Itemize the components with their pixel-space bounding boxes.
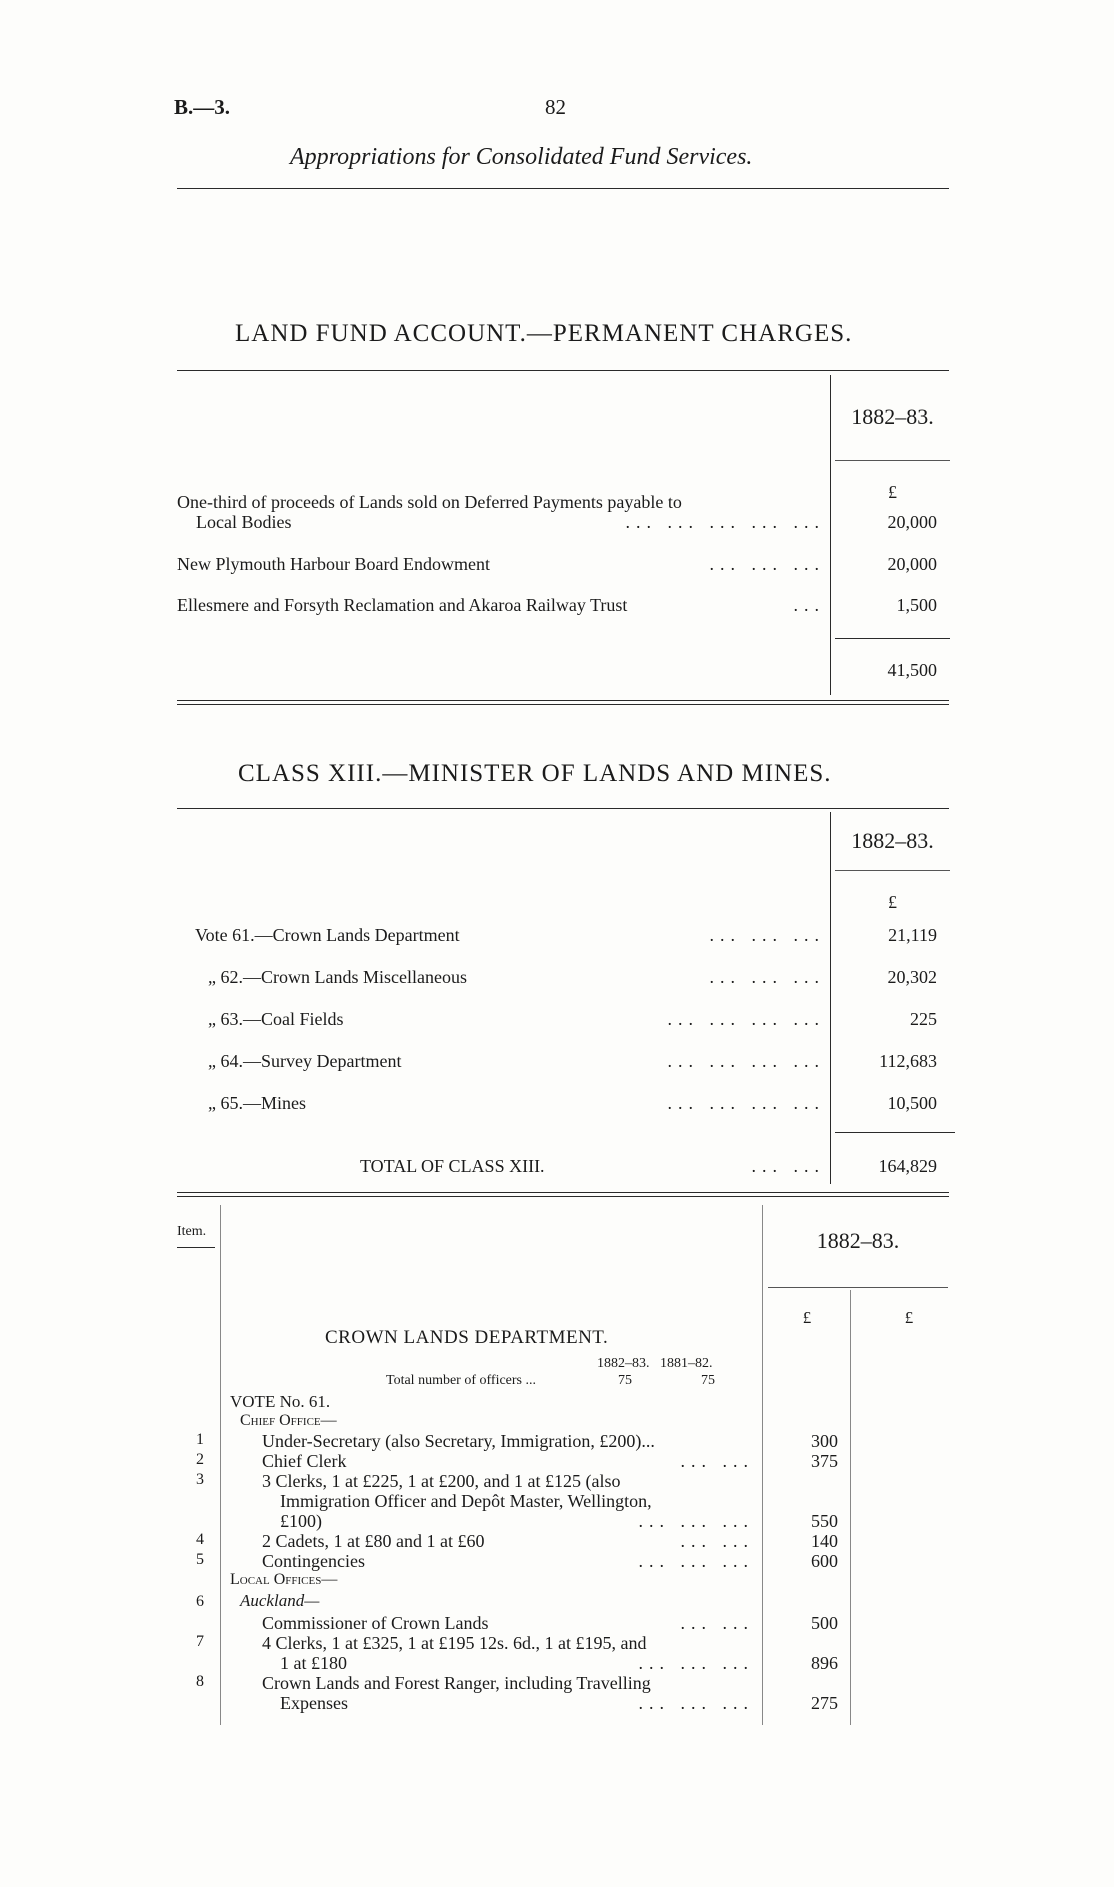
officers-year-headers: 1882–83. 1881–82. — [597, 1356, 713, 1371]
land-fund-row-2: New Plymouth Harbour Board Endowment ... ... ... — [177, 554, 825, 574]
item-3-amount: 550 — [811, 1511, 838, 1531]
class-xiii-total-row: TOTAL OF CLASS XIII. ... ... — [360, 1156, 825, 1176]
officers-count-1882: 75 — [618, 1373, 632, 1388]
item-5-description: Contingencies ... ... ... — [262, 1551, 754, 1571]
header-rule — [177, 188, 949, 189]
land-fund-row-1-line-2: Local Bodies ... ... ... ... ... — [196, 512, 825, 532]
vote-61-amount: 21,119 — [888, 925, 937, 945]
crown-lands-year-rule — [768, 1287, 948, 1288]
leader-dots: ... ... ... — [709, 925, 825, 945]
item-8-description-line-2: Expenses ... ... ... — [280, 1693, 754, 1713]
class-xiii-title: CLASS XIII.—MINISTER OF LANDS AND MINES. — [238, 760, 832, 787]
leader-dots: ... ... ... — [638, 1693, 754, 1713]
vote-64-amount: 112,683 — [879, 1051, 937, 1071]
item-number: 6 — [196, 1593, 204, 1610]
vote-65-amount: 10,500 — [887, 1093, 937, 1113]
officers-count-1881: 75 — [701, 1373, 715, 1388]
leader-dots: ... ... ... — [638, 1653, 754, 1673]
item-number: 2 — [196, 1451, 204, 1468]
leader-dots: ... ... ... ... — [667, 1009, 825, 1029]
land-fund-row-1-line-1: One-third of proceeds of Lands sold on Deferred Payments payable to — [177, 492, 682, 512]
vote-63-amount: 225 — [910, 1009, 937, 1029]
leader-dots: ... ... — [680, 1531, 754, 1551]
class-xiii-year-header: 1882–83. — [851, 828, 934, 853]
item-number: 8 — [196, 1673, 204, 1690]
item-number: 1 — [196, 1431, 204, 1448]
leader-dots: ... ... ... — [709, 967, 825, 987]
class-xiii-top-rule — [177, 808, 949, 809]
page-number: 82 — [545, 95, 566, 119]
vote-63-row: „ 63.—Coal Fields ... ... ... ... — [208, 1009, 825, 1029]
item-7-amount: 896 — [811, 1653, 838, 1673]
item-column-divider — [220, 1205, 221, 1725]
item-number: 4 — [196, 1531, 204, 1548]
vote-65-row: „ 65.—Mines ... ... ... ... — [208, 1093, 825, 1113]
item-8-amount: 275 — [811, 1693, 838, 1713]
vote-number-heading: VOTE No. 61. — [230, 1392, 331, 1411]
amount-column-divider — [762, 1205, 763, 1725]
crown-lands-title: CROWN LANDS DEPARTMENT. — [325, 1327, 609, 1348]
item-number: 5 — [196, 1551, 204, 1568]
item-8-description-line-1: Crown Lands and Forest Ranger, including Travelling — [262, 1673, 651, 1693]
leader-dots: ... ... — [680, 1451, 754, 1471]
item-number: 3 — [196, 1471, 204, 1488]
land-fund-currency: £ — [888, 482, 897, 502]
class-xiii-currency: £ — [888, 892, 897, 912]
item-5-amount: 600 — [811, 1551, 838, 1571]
leader-dots: ... ... ... — [638, 1551, 754, 1571]
land-fund-year-header: 1882–83. — [851, 404, 934, 429]
land-fund-top-rule — [177, 370, 949, 371]
item-3-description-line-1: 3 Clerks, 1 at £225, 1 at £200, and 1 at £125 (also — [262, 1471, 621, 1491]
officers-label: Total number of officers ... — [386, 1373, 536, 1388]
leader-dots: ... ... ... ... ... — [625, 512, 825, 532]
item-3-description-line-3: £100) ... ... ... — [280, 1511, 754, 1531]
crown-lands-currency-2: £ — [904, 1308, 914, 1327]
local-offices-heading: Local Offices— — [230, 1571, 338, 1588]
crown-lands-year-header: 1882–83. — [816, 1228, 900, 1253]
land-fund-row-2-amount: 20,000 — [887, 554, 937, 574]
leader-dots: ... ... ... ... — [667, 1051, 825, 1071]
vote-62-row: „ 62.—Crown Lands Miscellaneous ... ... ... — [208, 967, 825, 987]
document-reference: B.—3. — [174, 95, 231, 119]
item-column-header: Item. — [177, 1224, 207, 1239]
land-fund-total-rule — [835, 638, 950, 639]
land-fund-total: 41,500 — [887, 660, 937, 680]
item-number: 7 — [196, 1633, 204, 1650]
class-xiii-year-rule — [835, 870, 950, 871]
item-2-description: Chief Clerk ... ... — [262, 1451, 754, 1471]
leader-dots: ... ... ... — [709, 554, 825, 574]
land-fund-row-1-amount: 20,000 — [887, 512, 937, 532]
vote-64-row: „ 64.—Survey Department ... ... ... ... — [208, 1051, 825, 1071]
item-header-rule — [177, 1247, 215, 1248]
item-1-description: Under-Secretary (also Secretary, Immigration, £200)... — [262, 1431, 655, 1451]
class-xiii-column-divider — [830, 812, 831, 1184]
item-4-amount: 140 — [811, 1531, 838, 1551]
item-3-description-line-2: Immigration Officer and Depôt Master, Wellington, — [280, 1491, 652, 1511]
leader-dots: ... — [793, 595, 825, 615]
crown-lands-currency-1: £ — [802, 1308, 812, 1327]
item-7-description-line-2: 1 at £180 ... ... ... — [280, 1653, 754, 1673]
leader-dots: ... ... ... ... — [667, 1093, 825, 1113]
item-1-amount: 300 — [811, 1431, 838, 1451]
chief-office-heading: Chief Office— — [240, 1412, 337, 1429]
land-fund-bottom-double-rule — [177, 700, 949, 705]
auckland-heading: Auckland— — [240, 1591, 320, 1610]
leader-dots: ... ... — [680, 1613, 754, 1633]
class-xiii-bottom-double-rule — [177, 1192, 949, 1197]
land-fund-title: LAND FUND ACCOUNT.—PERMANENT CHARGES. — [235, 320, 853, 347]
land-fund-row-3: Ellesmere and Forsyth Reclamation and Akaroa Railway Trust ... — [177, 595, 825, 615]
vote-62-amount: 20,302 — [887, 967, 937, 987]
leader-dots: ... ... ... — [638, 1511, 754, 1531]
item-7-description-line-1: 4 Clerks, 1 at £325, 1 at £195 12s. 6d., 1 at £195, and — [262, 1633, 647, 1653]
page-subtitle: Appropriations for Consolidated Fund Services. — [290, 144, 753, 170]
land-fund-year-rule — [835, 460, 950, 461]
subamount-column-divider — [850, 1290, 851, 1725]
class-xiii-total: 164,829 — [878, 1156, 937, 1176]
item-2-amount: 375 — [811, 1451, 838, 1471]
item-6-description: Commissioner of Crown Lands ... ... — [262, 1613, 754, 1633]
land-fund-column-divider — [830, 375, 831, 695]
class-xiii-total-rule — [835, 1132, 955, 1133]
vote-61-row: Vote 61.—Crown Lands Department ... ... ... — [195, 925, 825, 945]
item-6-amount: 500 — [811, 1613, 838, 1633]
leader-dots: ... ... — [751, 1156, 825, 1176]
item-4-description: 2 Cadets, 1 at £80 and 1 at £60 ... ... — [262, 1531, 754, 1551]
land-fund-row-3-amount: 1,500 — [896, 595, 937, 615]
